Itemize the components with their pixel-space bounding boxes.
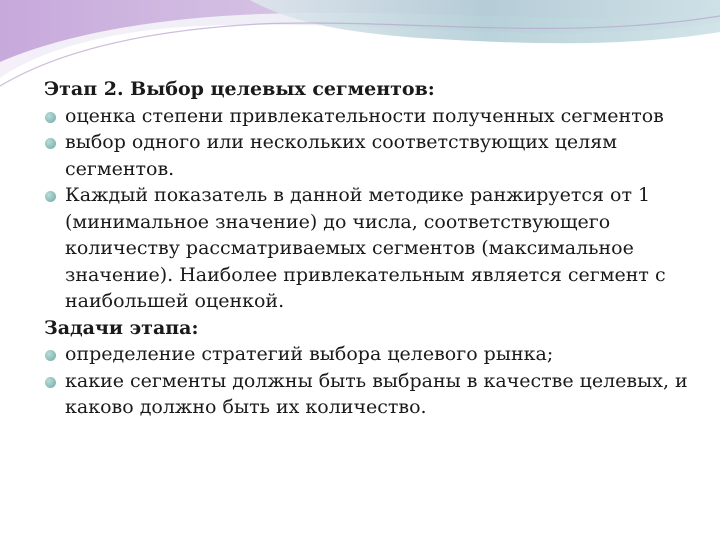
list-item xyxy=(44,129,694,182)
list-item-text: Каждый показатель в данной методике ранжируется от 1 (минимальное значение) до числа, соответствующего количеству рассматриваемых сегментов (максимальное значение). Наиболее привлекательным является сегмент с наибольшей оценкой. xyxy=(65,184,666,312)
list-item xyxy=(44,182,694,315)
tasks-heading: Задачи этапа: xyxy=(44,316,199,339)
stage-heading: Этап 2. Выбор целевых сегментов: xyxy=(44,78,435,100)
bullet-icon xyxy=(45,350,56,361)
bullet-icon xyxy=(45,377,56,388)
list-item xyxy=(44,341,694,368)
list-item-text: выбор одного или нескольких соответствующих целям сегментов. xyxy=(65,131,618,180)
list-item xyxy=(44,368,694,421)
list-item-text: оценка степени привлекательности полученных сегментов xyxy=(65,104,664,127)
list-item-text: определение стратегий выбора целевого рынка; xyxy=(65,343,554,365)
list-item xyxy=(44,103,694,130)
list-item-text: какие сегменты должны быть выбраны в качестве целевых, и каково должно быть их количество. xyxy=(65,369,688,418)
slide-content xyxy=(44,76,694,421)
bullet-icon xyxy=(45,138,56,149)
bullet-icon xyxy=(45,112,56,123)
bullet-icon xyxy=(45,191,56,202)
